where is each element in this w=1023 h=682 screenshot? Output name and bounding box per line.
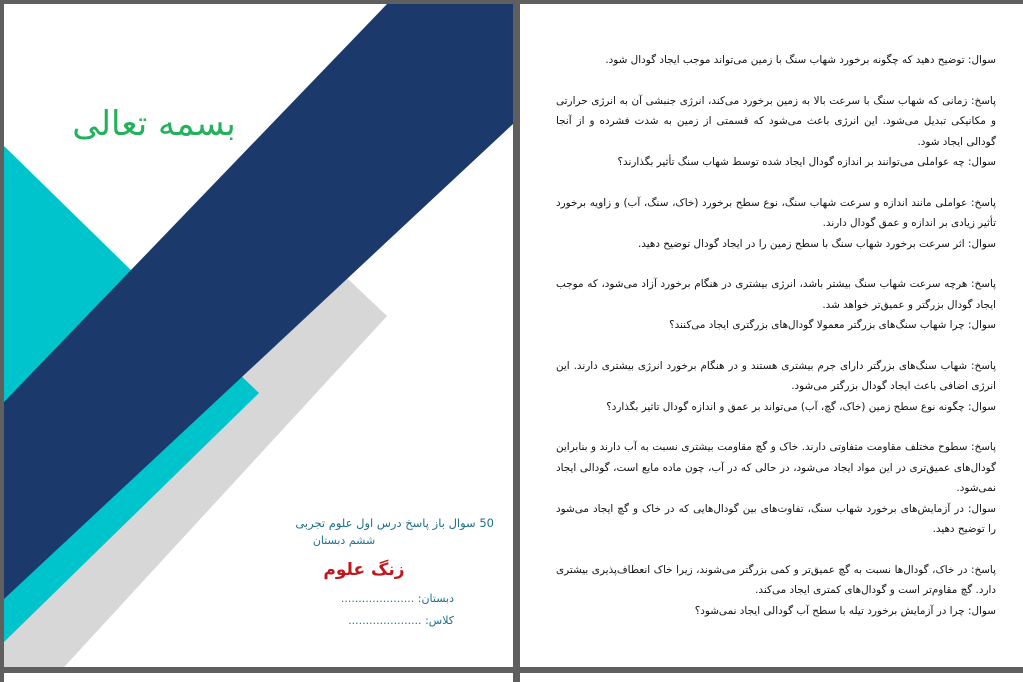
- cover-title: 50 سوال باز پاسخ درس اول علوم تجربی: [295, 516, 494, 530]
- next-page-right-edge: [520, 673, 1023, 682]
- next-page-left-edge: [4, 673, 513, 682]
- question-paragraph: سوال: اثر سرعت برخورد شهاب سنگ با سطح زمین را در ایجاد گودال توضیح دهید.: [637, 237, 996, 250]
- answer-paragraph: پاسخ: عواملی مانند اندازه و سرعت شهاب سنگ، نوع سطح برخورد (خاک، سنگ، آب) و زاویه برخورد تأثیر زیادی بر اندازه و عمق گودال دارند.: [556, 196, 996, 229]
- class-field: [304, 614, 454, 627]
- question-paragraph: سوال: چه عواملی می‌توانند بر اندازه گودال ایجاد شده توسط شهاب سنگ تأثیر بگذارند؟: [617, 156, 996, 168]
- question-paragraph: سوال: در آزمایش‌های برخورد شهاب سنگ، تفاوت‌های بین گودال‌هایی که در خاک و گچ ایجاد می‌شود را توضیح دهید.: [556, 502, 996, 535]
- school-dots: .....................: [340, 592, 415, 605]
- class-dots: .....................: [348, 614, 422, 627]
- question-paragraph: سوال: چرا شهاب سنگ‌های بزرگتر معمولا گودال‌های بزرگتری ایجاد می‌کنند؟: [669, 319, 996, 331]
- cover-page: [4, 4, 513, 667]
- question-paragraph: سوال: توضیح دهید که چگونه برخورد شهاب سنگ با زمین می‌تواند موجب ایجاد گودال شود.: [605, 54, 996, 66]
- answer-paragraph: پاسخ: زمانی که شهاب سنگ با سرعت بالا به زمین برخورد می‌کند، انرژی جنبشی آن به انرژی حرارتی و مکانیکی تبدیل می‌شود. این انرژی باعث می‌شود که قسمتی از زمین به شدت فشرده و از آنجا گودالی ایجاد شود.: [556, 94, 996, 148]
- answer-paragraph: پاسخ: در خاک، گودال‌ها نسبت به گچ عمیق‌تر و کمی بزرگتر می‌شوند، زیرا خاک انعطاف‌پذیری بیشتری دارد. گچ مقاوم‌تر است و گودال‌های کمتری ایجاد می‌کند.: [556, 563, 996, 596]
- cover-subtitle: ششم دبستان: [312, 534, 376, 547]
- school-label: دبستان:: [417, 592, 454, 605]
- cover-brand: زنگ علوم: [323, 560, 405, 580]
- answer-paragraph: پاسخ: شهاب سنگ‌های بزرگتر دارای جرم بیشتری هستند و در هنگام برخورد انرژی بیشتری دارند. این انرژی اضافی باعث ایجاد گودال بزرگتر می‌شود.: [556, 359, 996, 392]
- question-paragraph: سوال: چگونه نوع سطح زمین (خاک، گچ، آب) می‌تواند بر عمق و اندازه گودال تاثیر بگذارد؟: [606, 400, 996, 413]
- answer-paragraph: پاسخ: هرچه سرعت شهاب سنگ بیشتر باشد، انرژی بیشتری در هنگام برخورد آزاد می‌شود، که موجب ایجاد گودال بزرگتر و عمیق‌تر خواهد شد.: [556, 278, 996, 311]
- bismillah-heading: بسمه تعالی: [72, 104, 236, 144]
- class-label: کلاس:: [425, 614, 454, 627]
- school-field: [304, 592, 454, 605]
- qa-text-block: [556, 50, 996, 621]
- answer-paragraph: پاسخ: سطوح مختلف مقاومت متفاوتی دارند. خاک و گچ مقاومت بیشتری نسبت به آب دارند و بنابراین گودال‌های عمیق‌تری در این مواد ایجاد می‌شود، در حالی که در آب، چون ماده مایع است، گودالی ایجاد نمی‌شود.: [556, 441, 996, 494]
- question-paragraph: سوال: چرا در آزمایش برخورد تیله با سطح آب گودالی ایجاد نمی‌شود؟: [694, 604, 996, 617]
- content-page: [520, 4, 1023, 667]
